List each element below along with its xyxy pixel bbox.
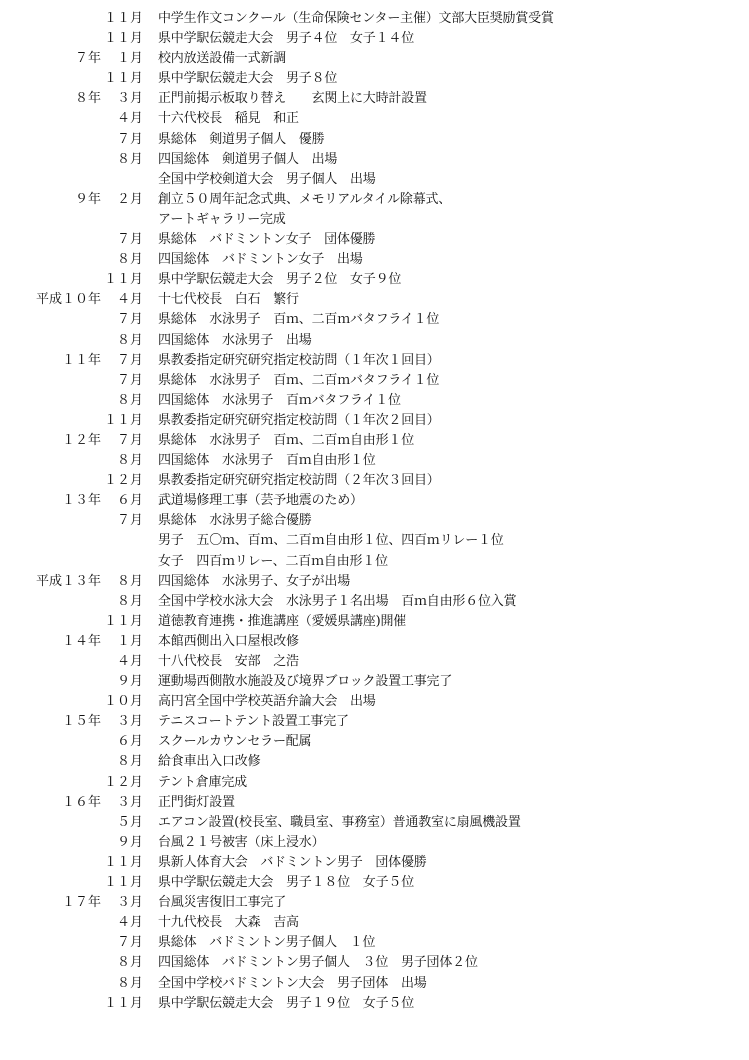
history-entry xyxy=(0,511,749,531)
entry-year: １２年 xyxy=(61,432,101,448)
history-entry xyxy=(0,552,749,572)
history-entry xyxy=(0,712,749,732)
entry-year: １７年 xyxy=(61,895,101,911)
entry-text: 本館西側出入口屋根改修 xyxy=(158,633,299,649)
history-entry xyxy=(0,773,749,793)
entry-text: 県総体 水泳男子 百ｍ、二百ｍバタフライ１位 xyxy=(158,372,440,388)
entry-month: ４月 xyxy=(116,654,143,669)
history-entry xyxy=(0,833,749,853)
entry-text: 四国総体 水泳男子 出場 xyxy=(158,332,312,348)
history-entry xyxy=(0,351,749,371)
history-entry xyxy=(0,491,749,511)
entry-text: 県新人体育大会 バドミントン男子 団体優勝 xyxy=(158,854,427,870)
history-entry xyxy=(0,913,749,933)
history-entry xyxy=(0,89,749,109)
history-entry xyxy=(0,49,749,69)
history-entry xyxy=(0,893,749,913)
history-entry xyxy=(0,109,749,129)
entry-text: エアコン設置(校長室、職員室、事務室）普通教室に扇風機設置 xyxy=(158,814,521,830)
entry-year: １３年 xyxy=(61,493,101,509)
entry-text: 県教委指定研究研究指定校訪問（２年次３回目） xyxy=(158,473,440,489)
entry-month: ８月 xyxy=(116,392,143,408)
entry-year: 平成１３年 xyxy=(35,573,101,589)
entry-text: 道徳教育連携・推進講座（愛媛県講座)開催 xyxy=(158,613,407,629)
entry-text: 全国中学校バドミントン大会 男子団体 出場 xyxy=(158,975,427,991)
history-entry xyxy=(0,652,749,672)
entry-month: ３月 xyxy=(116,91,143,107)
entry-year: １１年 xyxy=(61,352,101,368)
entry-text: 県総体 水泳男子 百ｍ、二百ｍ自由形１位 xyxy=(158,432,415,448)
entry-month: ３月 xyxy=(116,895,143,911)
entry-text: 四国総体 水泳男子、女子が出場 xyxy=(158,573,351,589)
history-entry xyxy=(0,873,749,893)
history-entry xyxy=(0,451,749,471)
entry-text: 県総体 バドミントン女子 団体優勝 xyxy=(158,232,376,248)
entry-text: 正門前掲示板取り替え 玄関上に大時計設置 xyxy=(158,91,427,107)
history-entry xyxy=(0,150,749,170)
entry-text: 給食車出入口改修 xyxy=(158,754,261,770)
history-entry xyxy=(0,933,749,953)
entry-text: 女子 四百ｍリレー、二百ｍ自由形１位 xyxy=(158,553,388,569)
entry-month: ８月 xyxy=(116,252,143,268)
entry-month: ７月 xyxy=(116,372,143,388)
entry-text: 十六代校長 稲見 和正 xyxy=(158,111,299,127)
history-entry xyxy=(0,612,749,632)
entry-month: １月 xyxy=(116,633,143,649)
history-entry xyxy=(0,411,749,431)
entry-text: 男子 五〇ｍ、百ｍ、二百ｍ自由形１位、四百ｍリレー１位 xyxy=(158,533,504,549)
entry-month: ８月 xyxy=(116,975,143,991)
entry-month: ７月 xyxy=(116,935,143,951)
entry-month: ８月 xyxy=(116,955,143,971)
entry-text: 中学生作文コンクール（生命保険センター主催）文部大臣奨励賞受賞 xyxy=(158,11,554,26)
entry-month: １１月 xyxy=(103,412,143,428)
entry-month: ２月 xyxy=(116,191,143,207)
entry-month: ８月 xyxy=(116,453,143,469)
entry-month: ４月 xyxy=(116,292,143,308)
entry-month: ４月 xyxy=(116,111,143,127)
entry-month: １１月 xyxy=(103,31,143,47)
entry-month: １１月 xyxy=(103,272,143,288)
entry-month: １２月 xyxy=(103,473,143,489)
history-entry xyxy=(0,190,749,210)
entry-text: 県教委指定研究研究指定校訪問（１年次１回目） xyxy=(158,352,440,368)
history-entry xyxy=(0,813,749,833)
entry-text: 創立５０周年記念式典、メモリアルタイル除幕式、 xyxy=(158,191,452,207)
entry-month: ８月 xyxy=(116,754,143,770)
history-entry xyxy=(0,592,749,612)
entry-month: １１月 xyxy=(103,613,143,629)
entry-month: ７月 xyxy=(116,432,143,448)
history-entry xyxy=(0,270,749,290)
entry-year: ７年 xyxy=(74,51,101,67)
entry-month: ７月 xyxy=(116,513,143,529)
entry-year: 平成１０年 xyxy=(35,292,101,308)
entry-month: ３月 xyxy=(116,794,143,810)
history-entry xyxy=(0,310,749,330)
entry-text: アートギャラリー完成 xyxy=(158,211,286,227)
entry-text: 県総体 バドミントン男子個人 １位 xyxy=(158,935,376,951)
entry-month: １１月 xyxy=(103,995,143,1011)
history-entry xyxy=(0,331,749,351)
entry-text: 県総体 剣道男子個人 優勝 xyxy=(158,131,325,147)
entry-year: １５年 xyxy=(61,714,101,730)
history-entry xyxy=(0,130,749,150)
history-entry xyxy=(0,531,749,551)
entry-month: １０月 xyxy=(103,694,143,710)
entry-text: 台風災害復旧工事完了 xyxy=(158,895,287,911)
history-entry xyxy=(0,471,749,491)
history-entry xyxy=(0,170,749,190)
entry-text: 県中学駅伝競走大会 男子１９位 女子５位 xyxy=(158,995,415,1011)
entry-month: ７月 xyxy=(116,131,143,147)
entry-month: ４月 xyxy=(116,915,143,931)
history-entry xyxy=(0,853,749,873)
entry-text: スクールカウンセラー配属 xyxy=(158,734,312,750)
entry-text: 四国総体 バドミントン男子個人 ３位 男子団体２位 xyxy=(158,955,478,971)
entry-month: ８月 xyxy=(116,151,143,167)
entry-year: １６年 xyxy=(61,794,101,810)
entry-text: 武道場修理工事（芸予地震のため） xyxy=(158,493,363,509)
entry-text: 正門街灯設置 xyxy=(158,794,235,810)
history-entry xyxy=(0,953,749,973)
entry-text: 県総体 水泳男子総合優勝 xyxy=(158,513,312,529)
entry-month: １１月 xyxy=(103,854,143,870)
entry-month: ７月 xyxy=(116,312,143,328)
entry-text: 運動場西側散水施設及び境界ブロック設置工事完了 xyxy=(158,674,453,690)
history-entry xyxy=(0,692,749,712)
history-entry xyxy=(0,29,749,49)
entry-month: １月 xyxy=(116,51,143,67)
history-entry xyxy=(0,672,749,692)
entry-text: 県中学駅伝競走大会 男子１８位 女子５位 xyxy=(158,875,415,891)
history-entry xyxy=(0,431,749,451)
history-entry xyxy=(0,250,749,270)
entry-month: １１月 xyxy=(103,11,143,26)
entry-text: 四国総体 バドミントン女子 出場 xyxy=(158,252,363,268)
history-entry xyxy=(0,994,749,1014)
entry-text: 県中学駅伝競走大会 男子８位 xyxy=(158,71,338,87)
history-entry xyxy=(0,371,749,391)
entry-text: テント倉庫完成 xyxy=(158,774,247,790)
history-entry xyxy=(0,230,749,250)
entry-text: 全国中学校剣道大会 男子個人 出場 xyxy=(158,171,376,187)
entry-text: 県教委指定研究研究指定校訪問（１年次２回目） xyxy=(158,412,440,428)
history-entry xyxy=(0,752,749,772)
entry-text: 県中学駅伝競走大会 男子４位 女子１４位 xyxy=(158,31,415,47)
entry-year: ９年 xyxy=(74,191,101,207)
entry-month: ８月 xyxy=(116,573,143,589)
entry-year: １４年 xyxy=(61,633,101,649)
entry-month: ９月 xyxy=(116,834,143,850)
entry-text: テニスコートテント設置工事完了 xyxy=(158,714,349,730)
history-entry xyxy=(0,632,749,652)
entry-text: 高円宮全国中学校英語弁論大会 出場 xyxy=(158,694,376,710)
entry-month: ９月 xyxy=(116,674,143,690)
entry-month: １２月 xyxy=(103,774,143,790)
history-document xyxy=(0,9,749,1014)
entry-text: 全国中学校水泳大会 水泳男子１名出場 百ｍ自由形６位入賞 xyxy=(158,593,517,609)
entry-month: ８月 xyxy=(116,593,143,609)
history-entry xyxy=(0,572,749,592)
entry-text: 四国総体 水泳男子 百ｍ自由形１位 xyxy=(158,453,376,469)
history-entry xyxy=(0,391,749,411)
history-entry xyxy=(0,9,749,29)
entry-text: 県総体 水泳男子 百ｍ、二百ｍバタフライ１位 xyxy=(158,312,440,328)
entry-text: 台風２１号被害（床上浸水） xyxy=(158,834,325,850)
history-entry xyxy=(0,210,749,230)
entry-month: ７月 xyxy=(116,232,143,248)
entry-text: 十九代校長 大森 吉高 xyxy=(158,915,299,931)
entry-text: 十七代校長 白石 繁行 xyxy=(158,292,299,308)
entry-month: ３月 xyxy=(116,714,143,730)
entry-text: 県中学駅伝競走大会 男子２位 女子９位 xyxy=(158,272,402,288)
history-entry xyxy=(0,793,749,813)
entry-month: １１月 xyxy=(103,875,143,891)
entry-text: 四国総体 水泳男子 百ｍバタフライ１位 xyxy=(158,392,401,408)
history-entry xyxy=(0,974,749,994)
entry-text: 校内放送設備一式新調 xyxy=(158,51,287,67)
entry-month: １１月 xyxy=(103,71,143,87)
history-entry xyxy=(0,69,749,89)
entry-text: 十八代校長 安部 之浩 xyxy=(158,654,299,669)
entry-month: ６月 xyxy=(116,734,143,750)
entry-month: ５月 xyxy=(116,814,143,830)
entry-year: ８年 xyxy=(74,91,101,107)
entry-month: ８月 xyxy=(116,332,143,348)
entry-month: ６月 xyxy=(116,493,143,509)
entry-text: 四国総体 剣道男子個人 出場 xyxy=(158,151,338,167)
history-entry xyxy=(0,290,749,310)
entry-month: ７月 xyxy=(116,352,143,368)
history-entry xyxy=(0,732,749,752)
